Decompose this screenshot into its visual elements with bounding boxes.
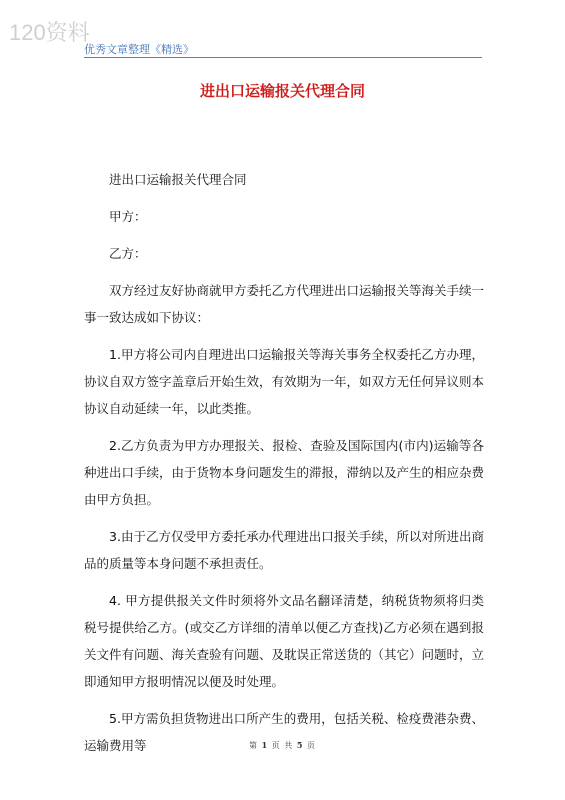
header-divider	[84, 57, 482, 58]
body-paragraph: 乙方：	[109, 246, 147, 261]
body-paragraph: 5.甲方需负担货物进出口所产生的费用，包括关税、检疫费港杂费、运输费用等	[84, 711, 484, 753]
body-paragraph: 3.由于乙方仅受甲方委托承办代理进出口报关手续，所以对所进出商品的质量等本身问题不承担责任。	[84, 529, 484, 571]
body-paragraph: 2.乙方负责为甲方办理报关、报检、查验及国际国内(市内)运输等各种进出口手续，由于货物本身问题发生的滞报，滞纳以及产生的相应杂费由甲方负担。	[84, 438, 485, 507]
body-paragraph: 4. 甲方提供报关文件时须将外文品名翻译清楚，纳税货物须将归类税号提供给乙方。(或交乙方详细的清单以便乙方查找)乙方必须在遇到报关文件有问题、海关查验有问题、及耽误正常送货的（其它）问题时，立即通知甲方报明情况以便及时处理。	[84, 593, 485, 689]
body-paragraph: 1.甲方将公司内自理进出口运输报关等海关事务全权委托乙方办理，协议自双方签字盖章后开始生效，有效期为一年，如双方无任何异议则本协议自动延续一年，以此类推。	[84, 347, 485, 416]
body-paragraph: 双方经过友好协商就甲方委托乙方代理进出口运输报关等海关手续一事一致达成如下协议：	[84, 283, 485, 325]
footer-total-pages: 5	[296, 740, 304, 750]
watermark-text: 120资料	[9, 20, 90, 45]
page-footer	[0, 740, 565, 751]
footer-prefix: 第	[249, 741, 259, 750]
header-text: 优秀文章整理《精选》	[84, 43, 194, 56]
document-title: 进出口运输报关代理合同	[199, 82, 365, 100]
body-paragraph: 进出口运输报关代理合同	[109, 172, 247, 187]
document-body	[84, 166, 484, 769]
body-paragraph: 甲方：	[109, 209, 147, 224]
footer-middle: 页 共	[271, 741, 294, 750]
footer-suffix: 页	[306, 741, 316, 750]
footer-page-number: 1	[261, 740, 269, 750]
